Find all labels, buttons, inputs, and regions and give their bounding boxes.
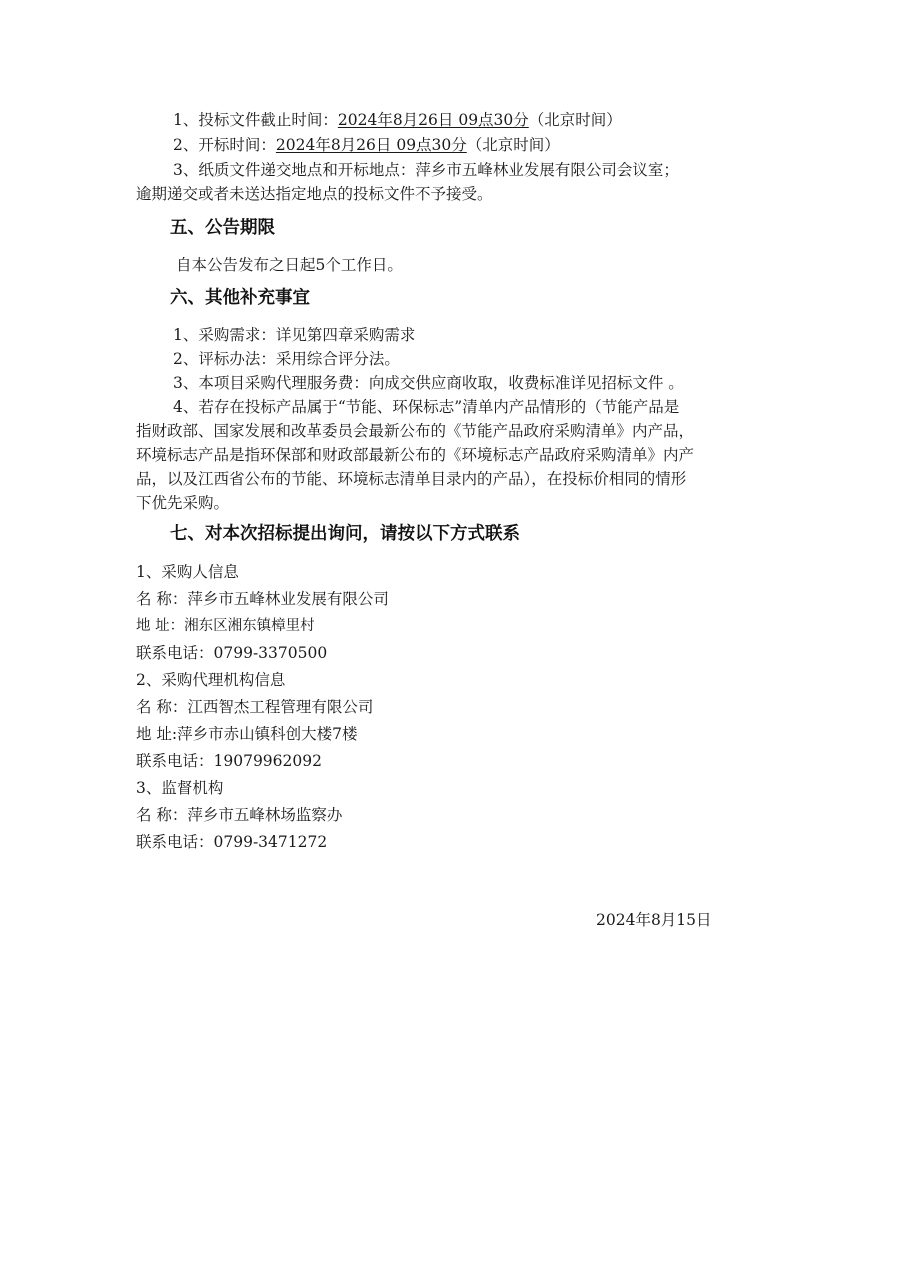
- bid-deadline-value: 2024年8月26日 09点30分: [337, 111, 529, 129]
- supervisor-name: 名 称：萍乡市五峰林场监察办: [136, 806, 343, 824]
- bid-opening-suffix: （北京时间）: [466, 136, 560, 154]
- bid-deadline-line: [173, 109, 622, 131]
- agency-phone: 联系电话：19079962092: [136, 752, 322, 770]
- section6-item2: 2、评标办法：采用综合评分法。: [173, 350, 400, 368]
- section6-item4-line3: 环境标志产品是指环保部和财政部最新公布的《环境标志产品政府采购清单》内产: [136, 446, 695, 464]
- document-date: 2024年8月15日: [596, 911, 712, 929]
- section5-heading: 五、公告期限: [170, 218, 275, 238]
- agency-address: 地 址:萍乡市赤山镇科创大楼7楼: [136, 725, 358, 743]
- bid-opening-label: 2、开标时间：: [173, 136, 276, 154]
- section6-item4-line1: 4、若存在投标产品属于“节能、环保标志”清单内产品情形的（节能产品是: [173, 398, 680, 416]
- purchaser-phone: 联系电话：0799-3370500: [136, 644, 328, 662]
- bid-location-line2: 逾期递交或者未送达指定地点的投标文件不予接受。: [136, 185, 493, 203]
- section7-heading: 七、对本次招标提出询问，请按以下方式联系: [170, 524, 520, 544]
- purchaser-name: 名 称：萍乡市五峰林业发展有限公司: [136, 590, 389, 608]
- section6-item4-line5: 下优先采购。: [136, 494, 230, 512]
- bid-deadline-suffix: （北京时间）: [528, 111, 622, 129]
- bid-deadline-label: 1、投标文件截止时间：: [173, 111, 338, 129]
- section6-heading: 六、其他补充事宜: [170, 288, 310, 308]
- supervisor-phone: 联系电话：0799-3471272: [136, 833, 328, 851]
- supervisor-title: 3、监督机构: [136, 779, 224, 797]
- bid-location-line1: 3、纸质文件递交地点和开标地点：萍乡市五峰林业发展有限公司会议室；: [173, 161, 679, 179]
- agency-name: 名 称：江西智杰工程管理有限公司: [136, 698, 374, 716]
- section5-text: 自本公告发布之日起5个工作日。: [176, 256, 403, 274]
- purchaser-title: 1、采购人信息: [136, 563, 239, 581]
- agency-title: 2、采购代理机构信息: [136, 671, 286, 689]
- bid-opening-value: 2024年8月26日 09点30分: [275, 136, 467, 154]
- section6-item4-line2: 指财政部、国家发展和改革委员会最新公布的《节能产品政府采购清单》内产品，: [136, 422, 695, 440]
- section6-item1: 1、采购需求：详见第四章采购需求: [173, 326, 416, 344]
- section6-item3: 3、本项目采购代理服务费：向成交供应商收取，收费标准详见招标文件 。: [173, 374, 684, 392]
- bid-opening-line: [173, 134, 560, 156]
- section6-item4-line4: 品，以及江西省公布的节能、环境标志清单目录内的产品），在投标价相同的情形: [136, 470, 687, 488]
- purchaser-address: 地 址：湘东区湘东镇樟里村: [136, 618, 315, 634]
